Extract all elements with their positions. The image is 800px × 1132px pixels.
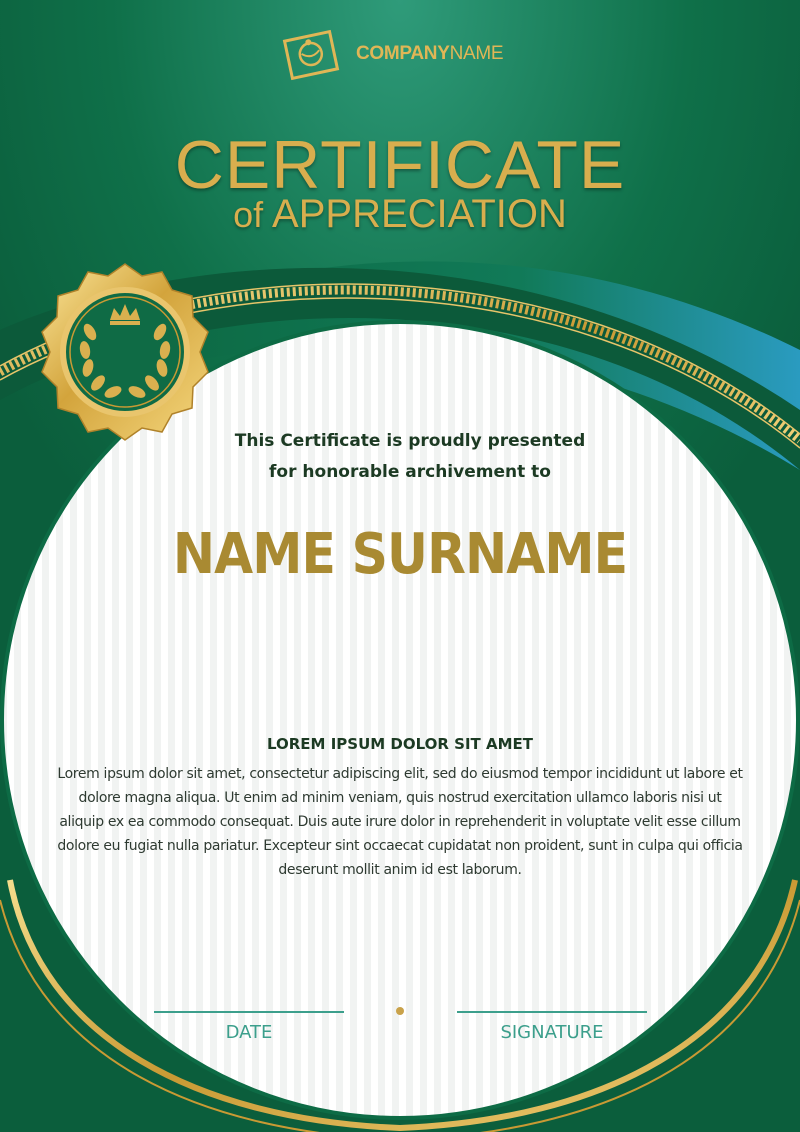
company-name-bold: COMPANY bbox=[356, 43, 450, 64]
recipient-name: NAME SURNAME bbox=[172, 522, 628, 587]
signature-line bbox=[457, 1011, 647, 1013]
date-line bbox=[154, 1011, 344, 1013]
presented-line-1: This Certificate is proudly presented bbox=[234, 431, 586, 451]
body-line: Lorem ipsum dolor sit amet, consectetur adipiscing elit, sed do eiusmod tempor incididunt ut labore et bbox=[57, 766, 743, 782]
body-heading: LOREM IPSUM DOLOR SIT AMET bbox=[266, 735, 534, 753]
company-logo bbox=[280, 26, 540, 86]
body-line: dolore magna aliqua. Ut enim ad minim veniam, quis nostrud exercitation ullamco laboris nisi ut bbox=[78, 790, 722, 806]
company-name bbox=[356, 43, 503, 65]
signature-label: SIGNATURE bbox=[500, 1022, 604, 1043]
presented-text bbox=[160, 426, 660, 488]
presented-line-2: for honorable archivement to bbox=[269, 462, 551, 482]
body-line: dolore eu fugiat nulla pariatur. Excepteur sint occaecat cupidatat non proident, sunt in culpa qui officia bbox=[57, 838, 743, 854]
company-name-light: NAME bbox=[449, 43, 504, 64]
body-paragraph bbox=[38, 762, 762, 882]
diamond-globe-emblem-icon bbox=[280, 26, 342, 84]
subtitle-of: of bbox=[233, 194, 264, 235]
separator-dot bbox=[396, 1007, 404, 1015]
subtitle-main: APPRECIATION bbox=[272, 192, 567, 236]
body-line: aliquip ex ea commodo consequat. Duis aute irure dolor in reprehenderit in voluptate velit esse cillum bbox=[59, 814, 741, 830]
certificate-title: CERTIFICATE bbox=[174, 127, 626, 203]
date-label: DATE bbox=[225, 1022, 273, 1043]
certificate-subtitle bbox=[0, 192, 800, 237]
body-line: deserunt mollit anim id est laborum. bbox=[278, 862, 522, 878]
